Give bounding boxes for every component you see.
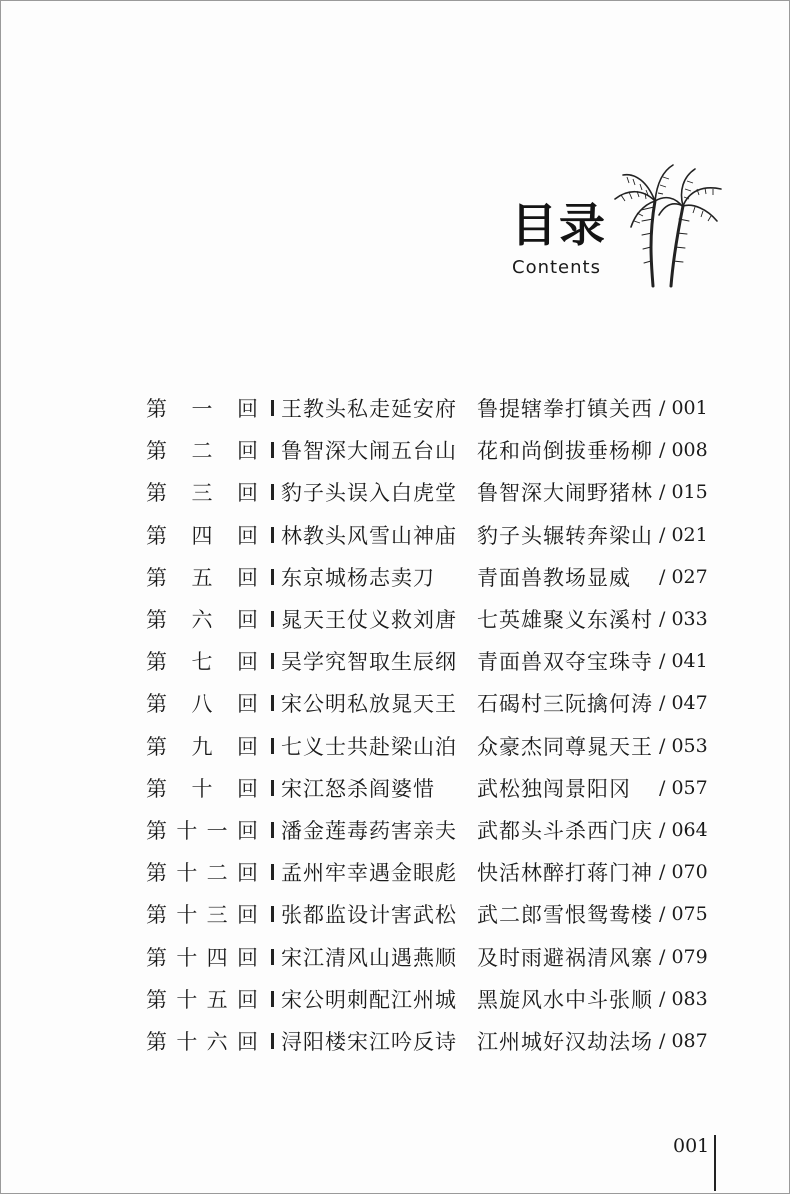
chapter-number-char: 第 (146, 734, 167, 759)
chapter-number-char: 第 (146, 987, 167, 1012)
toc-list (146, 387, 711, 1062)
page-subtitle: Contents (512, 257, 601, 278)
separator-bar (271, 527, 274, 543)
chapter-title-first: 鲁智深大闹五台山 (281, 439, 457, 464)
chapter-title-first: 孟州牢幸遇金眼彪 (281, 861, 457, 886)
chapter-page-number: / 027 (659, 565, 708, 588)
chapter-number-char: 回 (237, 650, 258, 675)
separator-bar (271, 569, 274, 585)
chapter-page-number: / 083 (659, 987, 708, 1010)
chapter-title-second: 青面兽双夺宝珠寺 (477, 650, 653, 675)
chapter-title-second: 众豪杰同尊晁天王 (477, 734, 653, 759)
chapter-number-char: 回 (237, 776, 258, 801)
chapter-number (146, 984, 258, 1014)
chapter-number-char: 五 (191, 565, 213, 590)
chapter-number-char: 第 (146, 650, 167, 675)
chapter-number-char: 三 (191, 481, 213, 506)
chapter-number-char: 第 (146, 481, 167, 506)
chapter-number (146, 815, 258, 845)
chapter-number (146, 1026, 258, 1056)
chapter-title-first: 林教头风雪山神庙 (281, 523, 457, 548)
chapter-number (146, 773, 258, 803)
chapter-number-char: 回 (237, 523, 258, 548)
chapter-page-number: / 021 (659, 523, 708, 546)
chapter-title-first: 宋公明私放晁天王 (281, 692, 457, 717)
chapter-page-number: / 033 (659, 608, 708, 631)
chapter-number (146, 604, 258, 634)
chapter-number-char: 第 (146, 608, 167, 633)
chapter-page-number: / 079 (659, 945, 708, 968)
separator-bar (271, 991, 274, 1007)
toc-entry (146, 851, 711, 893)
toc-entry (146, 640, 711, 682)
chapter-number-char: 四 (191, 523, 213, 548)
toc-entry (146, 767, 711, 809)
chapter-number (146, 688, 258, 718)
chapter-title-first: 宋江怒杀阎婆惜 (281, 776, 435, 801)
chapter-title-second: 石碣村三阮擒何涛 (477, 692, 653, 717)
chapter-title-second: 花和尚倒拔垂杨柳 (477, 439, 653, 464)
separator-bar (271, 484, 274, 500)
separator-bar (271, 822, 274, 838)
chapter-page-number: / 047 (659, 692, 708, 715)
toc-entry (146, 598, 711, 640)
chapter-number-char: 第 (146, 439, 167, 464)
chapter-page-number: / 001 (659, 397, 708, 420)
toc-entry (146, 893, 711, 935)
chapter-number-char: 回 (237, 734, 258, 759)
chapter-number-char: 九 (191, 734, 213, 759)
chapter-number (146, 477, 258, 507)
chapter-number-char: 回 (236, 818, 258, 843)
chapter-title-first: 宋公明刺配江州城 (281, 987, 457, 1012)
chapter-page-number: / 070 (659, 861, 708, 884)
chapter-number (146, 899, 258, 929)
chapter-number-char: 三 (206, 903, 228, 928)
chapter-number-char: 六 (206, 1029, 228, 1054)
separator-bar (271, 906, 274, 922)
chapter-title-second: 豹子头辗转奔梁山 (477, 523, 653, 548)
toc-entry (146, 471, 711, 513)
chapter-number-char: 十 (176, 987, 198, 1012)
chapter-number-char: 第 (146, 523, 167, 548)
toc-entry (146, 978, 711, 1020)
chapter-number (146, 435, 258, 465)
chapter-number-char: 二 (206, 861, 228, 886)
chapter-number (146, 646, 258, 676)
toc-entry (146, 514, 711, 556)
chapter-title-second: 七英雄聚义东溪村 (477, 608, 653, 633)
chapter-number-char: 六 (191, 608, 213, 633)
chapter-title-second: 武都头斗杀西门庆 (477, 818, 653, 843)
chapter-number-char: 第 (146, 818, 167, 843)
separator-bar (271, 611, 274, 627)
chapter-number-char: 第 (146, 945, 167, 970)
toc-entry (146, 809, 711, 851)
toc-entry (146, 387, 711, 429)
chapter-number-char: 回 (237, 608, 258, 633)
chapter-number-char: 十 (176, 818, 198, 843)
chapter-title-first: 七义士共赴梁山泊 (281, 734, 457, 759)
chapter-number-char: 七 (191, 650, 213, 675)
chapter-number-char: 十 (176, 1029, 198, 1054)
chapter-number (146, 393, 258, 423)
separator-bar (271, 864, 274, 880)
chapter-title-first: 吴学究智取生辰纲 (281, 650, 457, 675)
toc-entry (146, 935, 711, 977)
chapter-title-first: 豹子头误入白虎堂 (281, 481, 457, 506)
page-title: 目录 (511, 198, 607, 252)
chapter-number-char: 十 (176, 861, 198, 886)
chapter-page-number: / 064 (659, 818, 708, 841)
chapter-page-number: / 057 (659, 776, 708, 799)
chapter-number (146, 731, 258, 761)
chapter-number (146, 520, 258, 550)
chapter-number-char: 十 (176, 945, 198, 970)
chapter-title-first: 张都监设计害武松 (281, 903, 457, 928)
chapter-title-second: 黑旋风水中斗张顺 (477, 987, 653, 1012)
chapter-number-char: 第 (146, 565, 167, 590)
chapter-page-number: / 075 (659, 903, 708, 926)
chapter-title-second: 青面兽教场显威 (477, 565, 631, 590)
chapter-number-char: 第 (146, 776, 167, 801)
chapter-title-second: 快活林醉打蒋门神 (477, 861, 653, 886)
chapter-page-number: / 015 (659, 481, 708, 504)
chapter-number-char: 回 (237, 397, 258, 422)
separator-bar (271, 780, 274, 796)
page-number-rule (714, 1135, 716, 1191)
toc-entry (146, 429, 711, 471)
page-number: 001 (673, 1135, 710, 1157)
chapter-number (146, 942, 258, 972)
chapter-title-first: 晁天王仗义救刘唐 (281, 608, 457, 633)
chapter-number-char: 回 (237, 692, 258, 717)
chapter-title-second: 及时雨避祸清风寨 (477, 945, 653, 970)
chapter-number-char: 二 (191, 439, 213, 464)
chapter-page-number: / 053 (659, 734, 708, 757)
chapter-number-char: 五 (206, 987, 228, 1012)
chapter-number-char: 回 (236, 861, 258, 886)
toc-entry (146, 556, 711, 598)
chapter-title-second: 武二郎雪恨鸳鸯楼 (477, 903, 653, 928)
chapter-number-char: 第 (146, 692, 167, 717)
chapter-number-char: 第 (146, 861, 167, 886)
chapter-number-char: 十 (176, 903, 198, 928)
chapter-number-char: 回 (236, 1029, 258, 1054)
chapter-number-char: 四 (206, 945, 228, 970)
chapter-number-char: 回 (236, 903, 258, 928)
chapter-number-char: 第 (146, 903, 167, 928)
chapter-title-first: 东京城杨志卖刀 (281, 565, 435, 590)
chapter-title-first: 潘金莲毒药害亲夫 (281, 818, 457, 843)
toc-entry (146, 682, 711, 724)
separator-bar (271, 442, 274, 458)
separator-bar (271, 1033, 274, 1049)
chapter-number-char: 十 (191, 776, 213, 801)
chapter-number (146, 562, 258, 592)
chapter-title-first: 宋江清风山遇燕顺 (281, 945, 457, 970)
separator-bar (271, 653, 274, 669)
chapter-number-char: 第 (146, 1029, 167, 1054)
chapter-title-first: 浔阳楼宋江吟反诗 (281, 1029, 457, 1054)
toc-entry (146, 1020, 711, 1062)
chapter-number-char: 回 (236, 945, 258, 970)
chapter-page-number: / 087 (659, 1029, 708, 1052)
chapter-number (146, 857, 258, 887)
chapter-page-number: / 008 (659, 439, 708, 462)
chapter-number-char: 八 (191, 692, 213, 717)
chapter-title-second: 江州城好汉劫法场 (477, 1029, 653, 1054)
chapter-number-char: 回 (237, 481, 258, 506)
chapter-number-char: 回 (237, 439, 258, 464)
chapter-number-char: 第 (146, 397, 167, 422)
separator-bar (271, 949, 274, 965)
chapter-title-second: 武松独闯景阳冈 (477, 776, 631, 801)
chapter-number-char: 回 (236, 987, 258, 1012)
chapter-title-second: 鲁提辖拳打镇关西 (477, 397, 653, 422)
chapter-title-second: 鲁智深大闹野猪林 (477, 481, 653, 506)
separator-bar (271, 400, 274, 416)
chapter-title-first: 王教头私走延安府 (281, 397, 457, 422)
chapter-number-char: 一 (191, 397, 213, 422)
palm-tree-icon (613, 161, 723, 291)
separator-bar (271, 695, 274, 711)
toc-entry (146, 725, 711, 767)
chapter-number-char: 一 (206, 818, 228, 843)
chapter-page-number: / 041 (659, 650, 708, 673)
chapter-number-char: 回 (237, 565, 258, 590)
separator-bar (271, 738, 274, 754)
